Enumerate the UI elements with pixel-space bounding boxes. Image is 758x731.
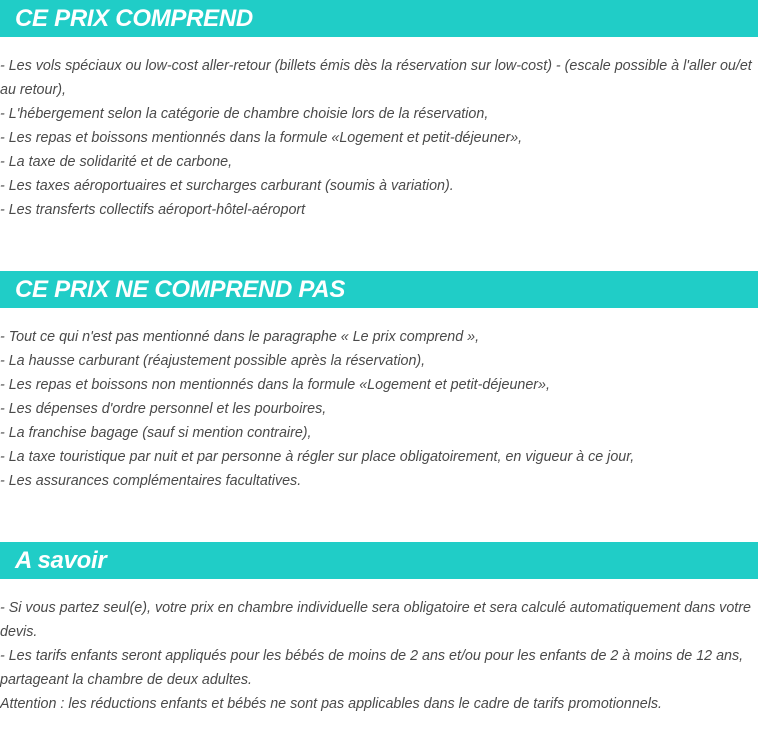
price-includes-section [0, 0, 758, 222]
list-item: - Les taxes aéroportuaires et surcharges carburant (soumis à variation). [0, 178, 454, 194]
good-to-know-section [0, 542, 758, 716]
list-item: - La hausse carburant (réajustement possible après la réservation), [0, 353, 426, 369]
price-excludes-list [0, 325, 758, 493]
good-to-know-list [0, 596, 758, 716]
list-item: - Les transferts collectifs aéroport-hôtel-aéroport [0, 202, 306, 218]
attention-note: Attention : les réductions enfants et bébés ne sont pas applicables dans le cadre de tarifs promotionnels. [0, 696, 663, 712]
list-item: - Les vols spéciaux ou low-cost aller-retour (billets émis dès la réservation sur low-cost) - (escale possible à l'aller ou/et au retour), [0, 58, 752, 98]
list-item: - Les repas et boissons mentionnés dans la formule «Logement et petit-déjeuner», [0, 130, 523, 146]
list-item: - Les repas et boissons non mentionnés dans la formule «Logement et petit-déjeuner», [0, 377, 550, 393]
list-item: - La taxe de solidarité et de carbone, [0, 154, 233, 170]
list-item: - La taxe touristique par nuit et par personne à régler sur place obligatoirement, en vigueur à ce jour, [0, 449, 635, 465]
list-item: - Les assurances complémentaires facultatives. [0, 473, 302, 489]
list-item: - La franchise bagage (sauf si mention contraire), [0, 425, 312, 441]
list-item: - Tout ce qui n'est pas mentionné dans le paragraphe « Le prix comprend », [0, 329, 480, 345]
list-item: - L'hébergement selon la catégorie de chambre choisie lors de la réservation, [0, 106, 489, 122]
list-item: - Si vous partez seul(e), votre prix en chambre individuelle sera obligatoire et sera calculé automatiquement dans votre devis. [0, 600, 751, 640]
list-item: - Les dépenses d'ordre personnel et les pourboires, [0, 401, 327, 417]
list-item: - Les tarifs enfants seront appliqués pour les bébés de moins de 2 ans et/ou pour les enfants de 2 à moins de 12 ans, partageant la chambre de deux adultes. [0, 648, 744, 688]
price-includes-list [0, 54, 758, 222]
price-excludes-section [0, 271, 758, 493]
price-excludes-heading: CE PRIX NE COMPREND PAS [0, 271, 758, 308]
price-includes-heading: CE PRIX COMPREND [0, 0, 758, 37]
good-to-know-heading: A savoir [0, 542, 758, 579]
